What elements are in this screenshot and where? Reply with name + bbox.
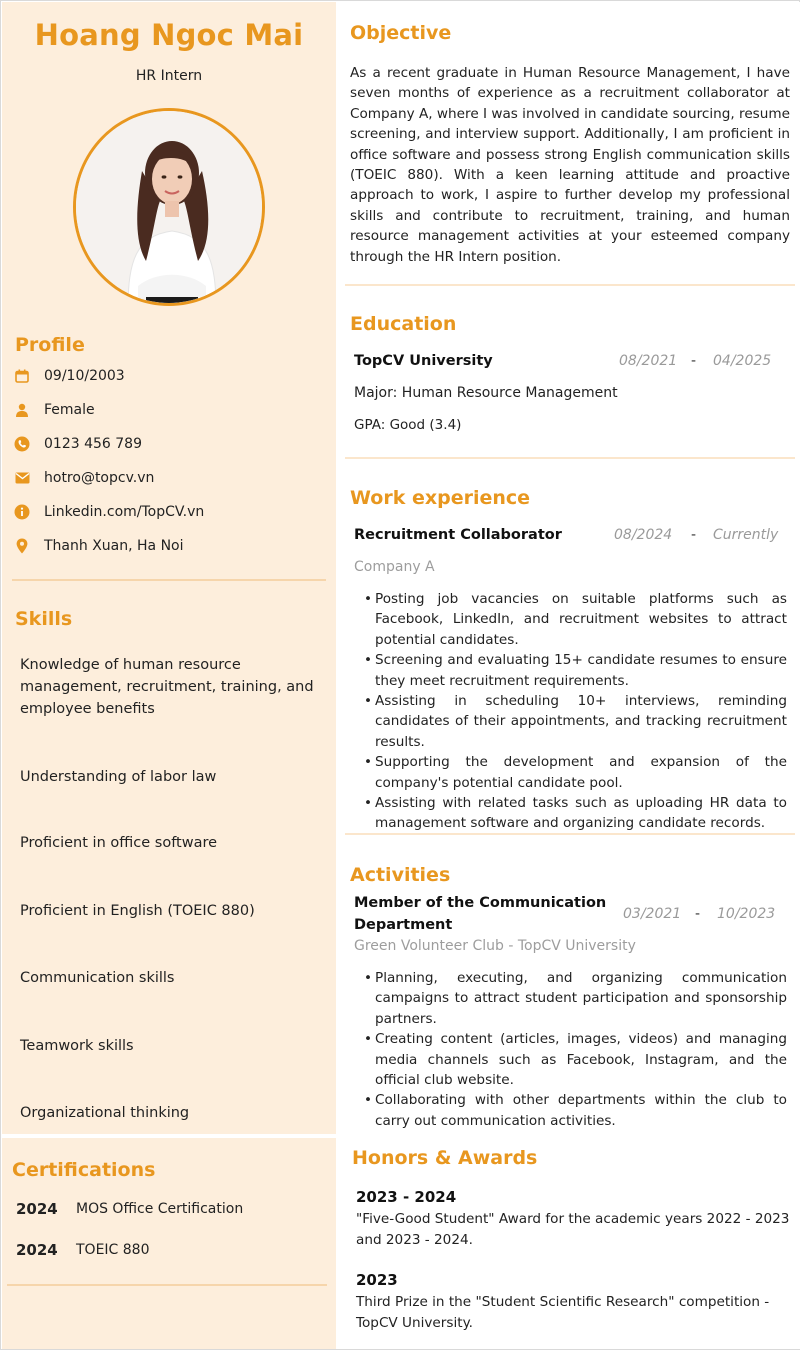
profile-location bbox=[14, 536, 184, 556]
calendar-icon bbox=[14, 368, 30, 384]
activities-role-line1: Member of the Communication bbox=[354, 895, 607, 911]
list-item: • Creating content (articles, images, videos) and managing media channels such as Facebook, Instagram, and the official club website. bbox=[364, 1029, 787, 1090]
skill-item: Communication skills bbox=[20, 970, 175, 986]
education-major: Major: Human Resource Management bbox=[354, 385, 618, 401]
objective-title: Objective bbox=[350, 22, 452, 44]
activities-end-date: 10/2023 bbox=[717, 906, 776, 922]
profile-linkedin bbox=[14, 502, 204, 522]
list-item: • Planning, executing, and organizing communication campaigns to attract student participation and sponsorship partners. bbox=[364, 968, 787, 1029]
work-position: Recruitment Collaborator bbox=[354, 527, 562, 543]
sidebar-divider bbox=[12, 579, 326, 581]
award-desc: "Five-Good Student" Award for the academic years 2022 - 2023 and 2023 - 2024. bbox=[356, 1211, 790, 1248]
work-start-date: 08/2024 bbox=[614, 527, 673, 543]
certifications-title: Certifications bbox=[12, 1159, 156, 1181]
cert-name: MOS Office Certification bbox=[76, 1201, 244, 1217]
profile-location-text: Thanh Xuan, Ha Noi bbox=[44, 538, 184, 554]
profile-dob bbox=[14, 366, 125, 386]
cert-name: TOEIC 880 bbox=[76, 1242, 150, 1258]
work-bullets bbox=[364, 589, 787, 834]
cert-year: 2024 bbox=[16, 1200, 58, 1218]
objective-text: As a recent graduate in Human Resource Management, I have seven months of experience as a recruitment collaborator at Company A, where I was involved in candidate sourcing, resume screening, and interview support. Additionally, I am proficient in office software and possess strong English communication skills (TOEIC 880). With a keen learning attitude and proactive approach to work, I aspire to further develop my professional skills and contribute to recruitment, training, and human resource management activities at your esteemed company through the HR Intern position. bbox=[350, 65, 790, 265]
info-icon bbox=[14, 504, 30, 520]
location-icon bbox=[14, 538, 30, 554]
main-content bbox=[336, 2, 800, 1349]
profile-gender bbox=[14, 400, 95, 420]
education-end-date: 04/2025 bbox=[713, 353, 772, 369]
list-item: • Screening and evaluating 15+ candidate resumes to ensure they meet recruitment requirements. bbox=[364, 650, 787, 691]
mail-icon bbox=[14, 470, 30, 486]
skill-item: Teamwork skills bbox=[20, 1038, 134, 1054]
profile-gender-text: Female bbox=[44, 402, 95, 418]
activities-title: Activities bbox=[350, 864, 451, 886]
skill-item: Proficient in English (TOEIC 880) bbox=[20, 903, 255, 919]
list-item: • Collaborating with other departments within the club to carry out communication activities. bbox=[364, 1090, 787, 1131]
award-year: 2023 bbox=[356, 1271, 398, 1289]
list-item: • Supporting the development and expansion of the company's potential candidate pool. bbox=[364, 752, 787, 793]
list-item: • Posting job vacancies on suitable platforms such as Facebook, LinkedIn, and recruitment websites to attract potential candidates. bbox=[364, 589, 787, 650]
profile-phone bbox=[14, 434, 142, 454]
section-divider bbox=[345, 833, 795, 835]
profile-email bbox=[14, 468, 154, 488]
candidate-role: HR Intern bbox=[135, 68, 203, 84]
section-divider bbox=[345, 284, 795, 286]
profile-email-text: hotro@topcv.vn bbox=[44, 470, 155, 486]
education-gpa: GPA: Good (3.4) bbox=[354, 417, 462, 433]
cert-year: 2024 bbox=[16, 1241, 58, 1259]
left-sidebar bbox=[2, 2, 336, 1349]
sidebar-gap bbox=[2, 1134, 336, 1138]
skill-item: Organizational thinking bbox=[20, 1105, 190, 1121]
work-title: Work experience bbox=[350, 487, 531, 509]
cert-row bbox=[16, 1200, 243, 1218]
activities-org: Green Volunteer Club - TopCV University bbox=[354, 938, 636, 954]
skill-item: Knowledge of human resource management, recruitment, training, and employee benefits bbox=[20, 657, 314, 717]
activities-bullets bbox=[364, 968, 787, 1131]
award-year: 2023 - 2024 bbox=[356, 1188, 457, 1206]
activities-role-line2: Department bbox=[354, 917, 453, 933]
candidate-name: Hoang Ngoc Mai bbox=[34, 18, 304, 52]
profile-dob-text: 09/10/2003 bbox=[44, 368, 125, 384]
work-end-date: Currently bbox=[713, 527, 779, 543]
profile-phone-text: 0123 456 789 bbox=[44, 436, 142, 452]
activities-start-date: 03/2021 bbox=[623, 906, 682, 922]
section-divider bbox=[345, 457, 795, 459]
date-separator: - bbox=[691, 527, 697, 543]
profile-title: Profile bbox=[15, 334, 85, 356]
avatar bbox=[73, 108, 265, 306]
education-school: TopCV University bbox=[354, 353, 493, 369]
cert-row bbox=[16, 1241, 150, 1259]
profile-linkedin-text: Linkedin.com/TopCV.vn bbox=[44, 504, 205, 520]
sidebar-divider bbox=[7, 1284, 327, 1286]
phone-icon bbox=[14, 436, 30, 452]
skills-title: Skills bbox=[15, 608, 73, 630]
avatar-illustration bbox=[76, 111, 265, 306]
skill-item: Proficient in office software bbox=[20, 835, 218, 851]
person-icon bbox=[14, 402, 30, 418]
work-company: Company A bbox=[354, 559, 435, 575]
awards-title: Honors & Awards bbox=[352, 1147, 538, 1169]
education-title: Education bbox=[350, 313, 457, 335]
education-start-date: 08/2021 bbox=[619, 353, 678, 369]
date-separator: - bbox=[695, 906, 701, 922]
award-desc: Third Prize in the "Student Scientific Research" competition - TopCV University. bbox=[356, 1294, 770, 1331]
list-item: • Assisting with related tasks such as uploading HR data to management software and organizing candidate records. bbox=[364, 793, 787, 834]
date-separator: - bbox=[691, 353, 697, 369]
list-item: • Assisting in scheduling 10+ interviews, reminding candidates of their appointments, and tracking recruitment results. bbox=[364, 691, 787, 752]
skill-item: Understanding of labor law bbox=[20, 769, 217, 785]
